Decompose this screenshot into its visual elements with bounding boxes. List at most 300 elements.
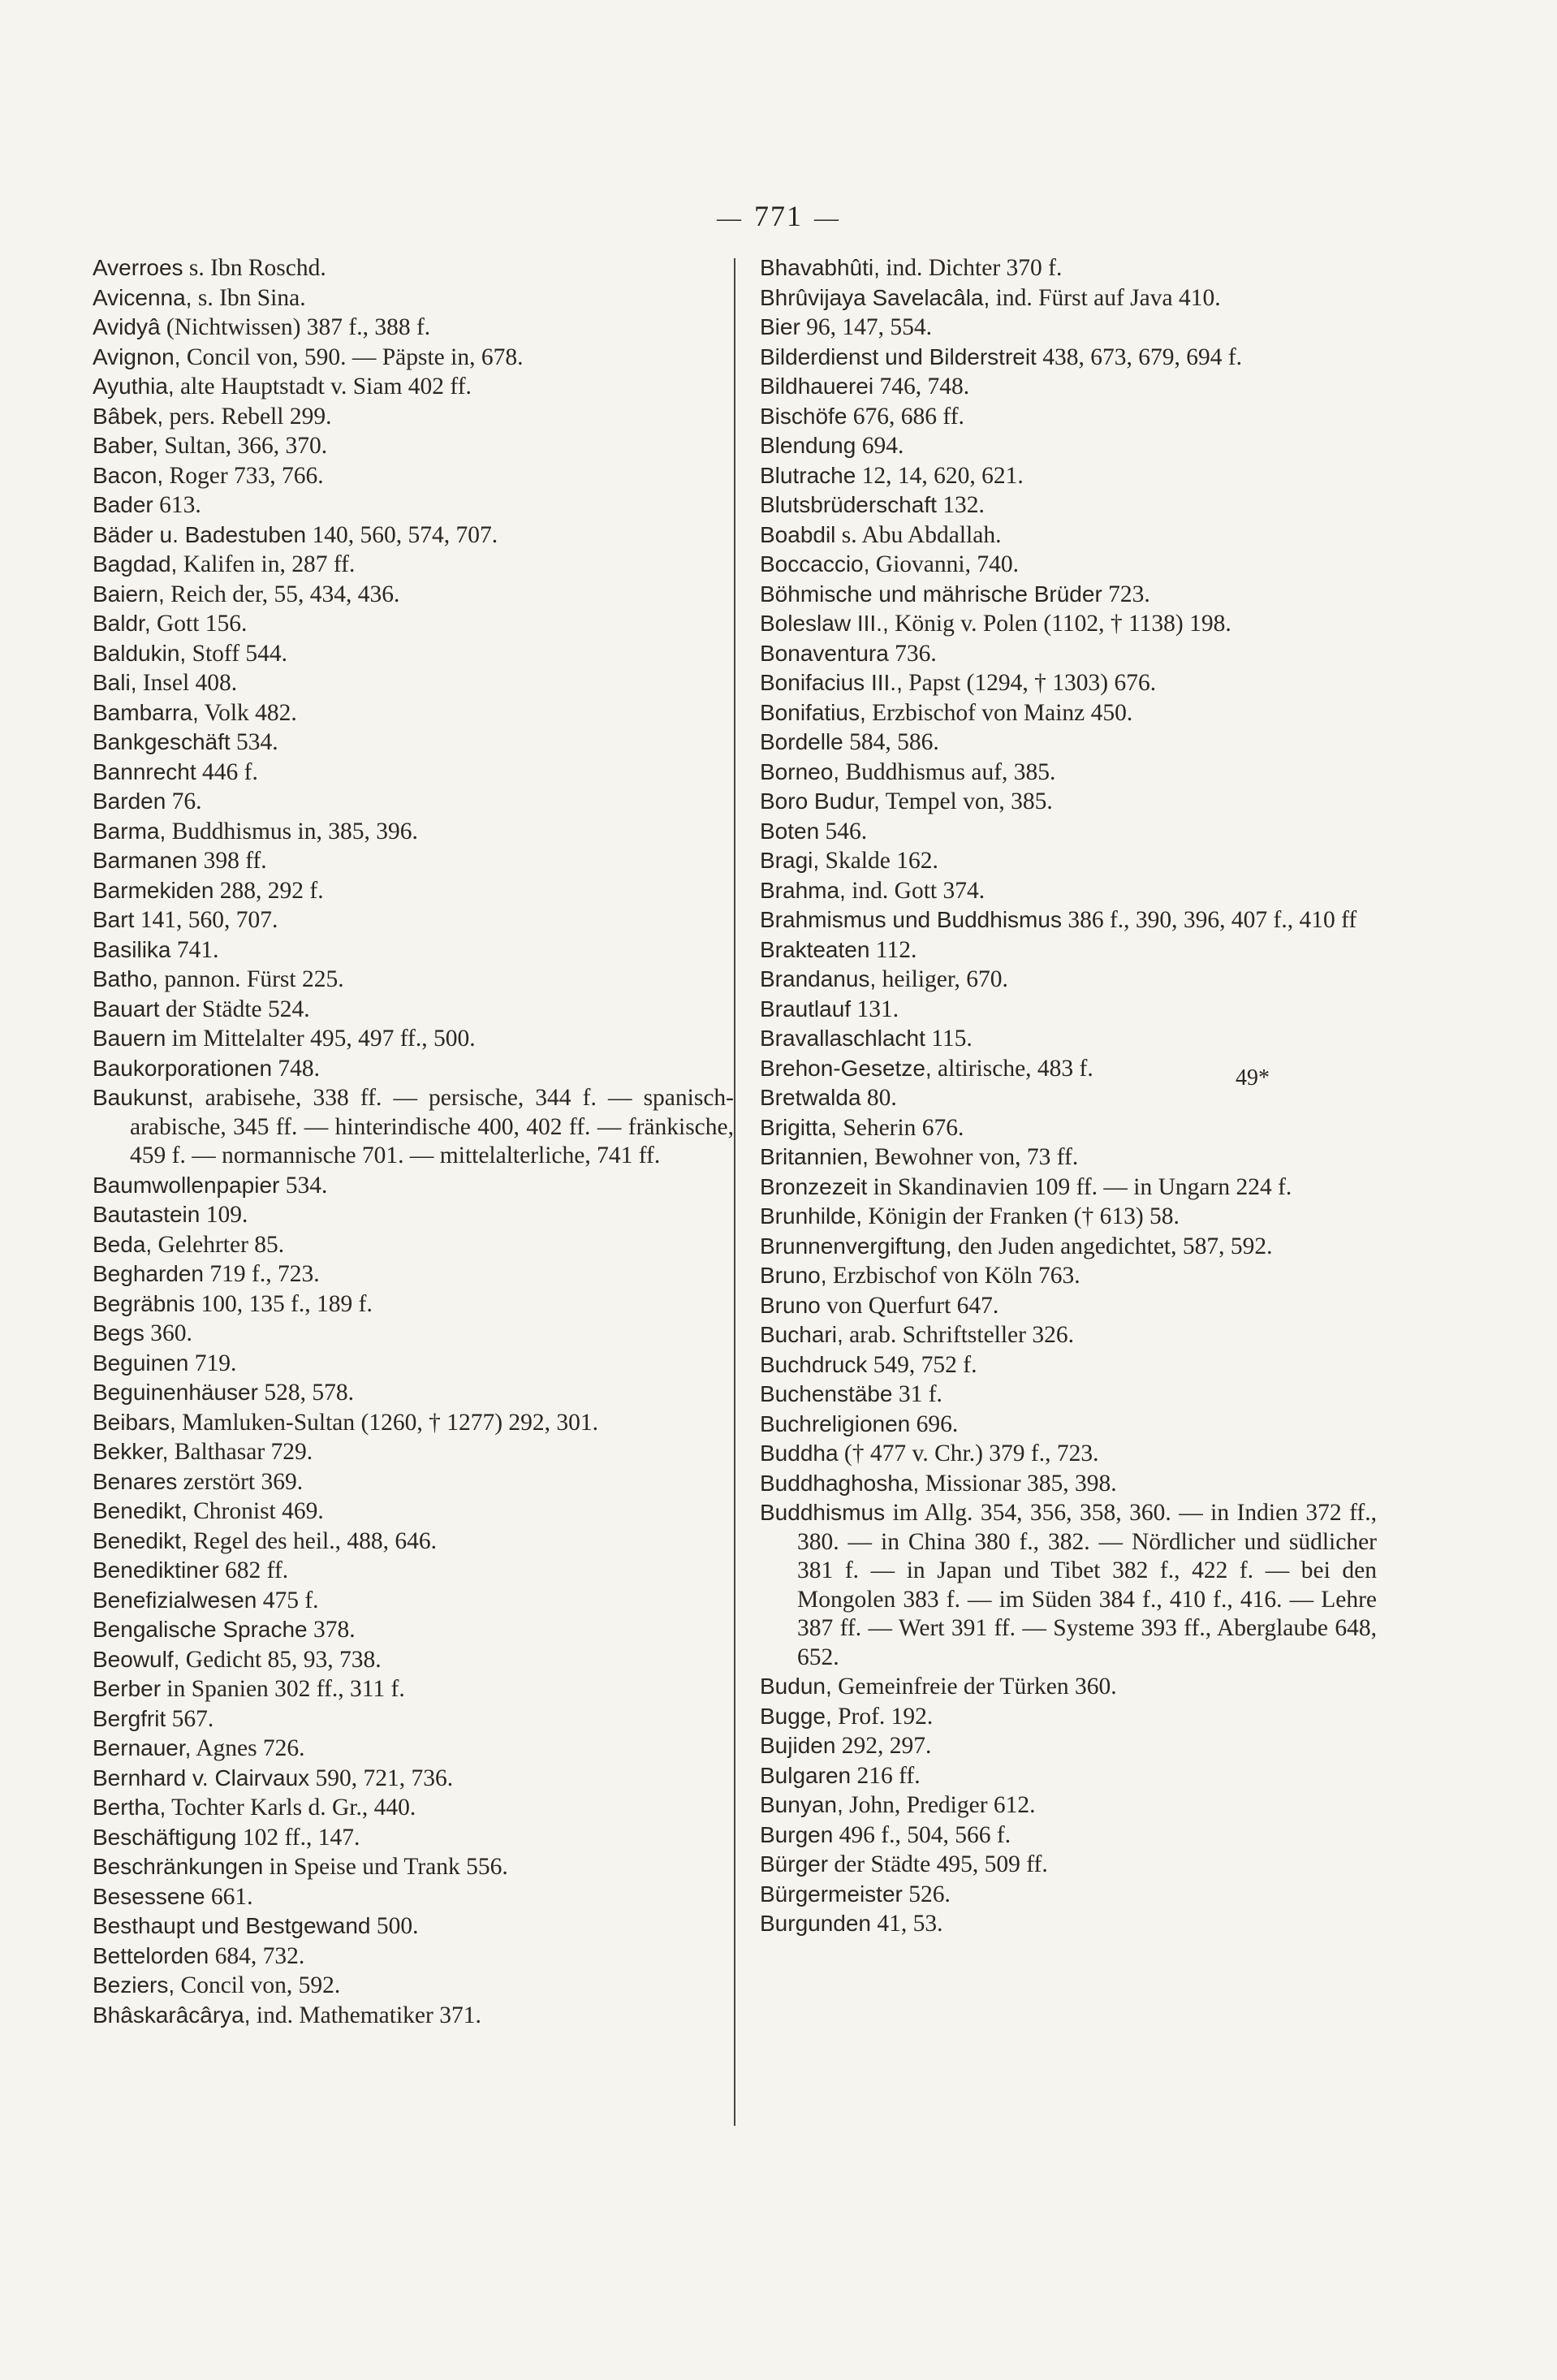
index-entry — [760, 995, 1377, 1025]
index-entry — [93, 1764, 734, 1794]
index-entry-references: 719. — [194, 1350, 237, 1376]
index-entry-references: der Städte 524. — [165, 996, 310, 1022]
index-entry — [760, 1731, 1377, 1761]
index-entry-head: Brunnenvergiftung, — [760, 1233, 952, 1259]
index-entry — [93, 1408, 734, 1438]
index-entry-references: der Städte 495, 509 ff. — [834, 1851, 1048, 1877]
index-entry-head: Bernhard v. Clairvaux — [93, 1764, 310, 1790]
index-entry — [93, 1704, 734, 1734]
index-entry — [93, 995, 734, 1025]
index-entry — [93, 1024, 734, 1054]
index-entry — [93, 758, 734, 788]
index-entry — [93, 490, 734, 520]
index-entry-references: Concil von, 592. — [180, 1972, 341, 1998]
index-entry-head: Bhâskarâcârya, — [93, 2002, 251, 2028]
column-divider — [734, 258, 735, 2126]
index-entry — [760, 1350, 1377, 1380]
index-entry-references: 676, 686 ff. — [852, 403, 964, 430]
index-entry-head: Bäder u. Badestuben — [93, 521, 307, 547]
index-entry-references: (Nichtwissen) 387 f., 388 f. — [166, 314, 431, 340]
index-entry-references: Missionar 385, 398. — [925, 1470, 1117, 1497]
index-entry-head: Burgen — [760, 1821, 834, 1847]
index-entry — [760, 668, 1377, 698]
index-entry-head: Bautastein — [93, 1202, 201, 1227]
index-entry-head: Boleslaw III., — [760, 611, 889, 636]
index-entry-head: Brahmismus und Buddhismus — [760, 907, 1062, 932]
index-entry-references: 96, 147, 554. — [806, 314, 933, 340]
index-entry-references: 661. — [210, 1883, 253, 1910]
index-entry — [760, 402, 1377, 432]
index-entry — [93, 1378, 734, 1408]
sheet-signature: 49* — [1236, 1065, 1270, 1091]
index-entry-head: Bonaventura — [760, 640, 889, 666]
index-entry — [760, 283, 1377, 313]
index-entry-references: 31 f. — [898, 1381, 942, 1407]
index-entry-references: 140, 560, 574, 707. — [312, 521, 498, 548]
index-entry-head: Bambarra, — [93, 699, 199, 725]
index-entry-references: 546. — [825, 818, 868, 844]
index-entry-references: 736. — [895, 640, 937, 667]
index-entry-head: Bravallaschlacht — [760, 1026, 925, 1051]
index-entry-references: Giovanni, 740. — [875, 551, 1019, 577]
index-entry-head: Benedikt, — [93, 1498, 188, 1523]
index-entry-head: Ayuthia, — [93, 374, 175, 399]
index-entry-head: Bekker, — [93, 1439, 169, 1464]
index-entry-references: Concil von, 590. — Päpste in, 678. — [186, 343, 524, 370]
index-entry — [760, 1291, 1377, 1321]
index-entry-references: Buddhismus in, 385, 396. — [171, 818, 418, 844]
index-entry-references: Gemeinfreie der Türken 360. — [838, 1674, 1117, 1700]
index-entry-references: alte Hauptstadt v. Siam 402 ff. — [180, 374, 472, 400]
index-entry-head: Baber, — [93, 433, 158, 458]
index-entry — [760, 639, 1377, 669]
index-entry-head: Bulgaren — [760, 1762, 852, 1788]
index-entry — [760, 372, 1377, 402]
index-entry-head: Bischöfe — [760, 403, 848, 429]
index-entry-references: 100, 135 f., 189 f. — [201, 1290, 373, 1317]
index-entry — [93, 1319, 734, 1349]
index-entry-references: heiliger, 670. — [882, 966, 1008, 992]
index-entry — [93, 253, 734, 283]
index-entry-references: 112. — [875, 936, 917, 963]
index-entry — [93, 520, 734, 551]
index-entry-references: ind. Gott 374. — [852, 877, 986, 904]
index-entry — [93, 1852, 734, 1882]
index-entry — [93, 1793, 734, 1823]
index-entry — [760, 520, 1377, 551]
index-entry-head: Benares — [93, 1468, 178, 1494]
index-entry — [760, 728, 1377, 758]
index-entry-references: 500. — [376, 1913, 419, 1939]
index-entry-head: Baumwollenpapier — [93, 1172, 280, 1198]
index-entry-head: Bertha, — [93, 1795, 166, 1820]
index-entry — [760, 461, 1377, 491]
index-entry-head: Bugge, — [760, 1703, 832, 1729]
index-entry — [93, 1823, 734, 1853]
index-entry — [93, 2001, 734, 2031]
index-entry-references: 534. — [236, 729, 278, 755]
index-entry-head: Basilika — [93, 936, 171, 962]
index-entry — [760, 1880, 1377, 1910]
index-entry-references: 76. — [171, 788, 202, 814]
index-entry — [760, 905, 1377, 935]
index-entry-head: Bengalische Sprache — [93, 1617, 308, 1642]
index-entry — [93, 1556, 734, 1586]
index-entry-head: Boccaccio, — [760, 551, 870, 577]
index-entry-references: arab. Schriftsteller 326. — [849, 1322, 1074, 1348]
index-entry — [93, 698, 734, 728]
index-entry — [760, 1498, 1377, 1672]
index-entry — [760, 431, 1377, 461]
index-entry — [93, 1734, 734, 1764]
index-entry-references: s. Ibn Sina. — [197, 284, 306, 311]
index-entry — [760, 580, 1377, 610]
index-entry-references: Stoff 544. — [192, 640, 288, 667]
index-entry-head: Bacon, — [93, 462, 164, 488]
index-entry-references: Seherin 676. — [843, 1114, 964, 1141]
index-entry-references: ind. Dichter 370 f. — [886, 255, 1063, 281]
index-entry-head: Beziers, — [93, 1972, 175, 1998]
index-entry-head: Beschränkungen — [93, 1854, 264, 1879]
index-entry-references: 526. — [908, 1881, 951, 1907]
index-entry — [93, 1259, 734, 1289]
index-entry-references: Bewohner von, 73 ff. — [874, 1144, 1079, 1170]
index-entry — [760, 1821, 1377, 1851]
index-entry — [93, 1437, 734, 1467]
index-entry-head: Bragi, — [760, 848, 820, 873]
index-entry — [93, 728, 734, 758]
index-entry-references: 398 ff. — [203, 848, 267, 874]
index-entry-references: 748. — [278, 1055, 321, 1082]
index-entry-head: Bhavabhûti, — [760, 255, 880, 280]
index-entry-references: ind. Fürst auf Java 410. — [995, 284, 1221, 311]
index-entry-head: Bettelorden — [93, 1942, 209, 1968]
index-entry — [760, 1173, 1377, 1203]
index-entry — [760, 1469, 1377, 1499]
index-entry — [93, 1971, 734, 2001]
index-entry — [93, 1289, 734, 1320]
index-entry-references: 694. — [861, 433, 904, 459]
index-entry — [93, 639, 734, 669]
index-entry-references: 216 ff. — [856, 1762, 921, 1789]
index-entry-head: Avidyâ — [93, 314, 161, 339]
index-entry-references: 475 f. — [262, 1587, 319, 1613]
index-entry — [93, 313, 734, 343]
index-entry-references: in Spanien 302 ff., 311 f. — [166, 1676, 405, 1702]
index-column-right — [760, 253, 1377, 1939]
index-entry-references: Gedicht 85, 93, 738. — [185, 1646, 382, 1673]
index-entry-references: Reich der, 55, 434, 436. — [170, 581, 400, 607]
index-entry — [93, 965, 734, 995]
index-entry-head: Böhmische und mährische Brüder — [760, 581, 1102, 607]
index-entry — [93, 580, 734, 610]
index-entry-head: Bürgermeister — [760, 1881, 903, 1907]
index-entry-head: Bergfrit — [93, 1705, 166, 1731]
index-entry-references: 41, 53. — [877, 1911, 943, 1937]
index-entry-references: zerstört 369. — [183, 1468, 304, 1495]
index-entry-head: Bunyan, — [760, 1792, 843, 1817]
index-entry-head: Besessene — [93, 1883, 205, 1909]
index-entry-references: Roger 733, 766. — [169, 462, 324, 489]
index-entry-head: Avicenna, — [93, 284, 192, 310]
index-entry-references: 584, 586. — [849, 729, 939, 755]
page-number-value: 771 — [754, 200, 803, 232]
index-entry — [760, 1439, 1377, 1469]
index-entry-head: Beschäftigung — [93, 1824, 237, 1850]
index-entry-head: Bordelle — [760, 729, 843, 754]
index-entry-head: Buchari, — [760, 1322, 843, 1347]
index-entry-head: Buchenstäbe — [760, 1381, 893, 1406]
index-entry-head: Burgunden — [760, 1911, 872, 1936]
index-entry-references: Regel des heil., 488, 646. — [193, 1527, 437, 1554]
index-entry-head: Brautlauf — [760, 996, 852, 1022]
index-entry-head: Baldr, — [93, 611, 151, 636]
index-entry — [93, 876, 734, 906]
index-entry — [760, 846, 1377, 876]
index-entry-references: John, Prediger 612. — [849, 1792, 1036, 1818]
index-entry-references: Sultan, 366, 370. — [164, 433, 328, 459]
index-entry-head: Berber — [93, 1676, 162, 1701]
index-entry-references: Erzbischof von Köln 763. — [832, 1263, 1080, 1289]
index-entry — [93, 343, 734, 373]
index-entry-head: Blutsbrüderschaft — [760, 492, 937, 517]
index-entry-head: Bader — [93, 492, 153, 517]
index-entry-head: Baukorporationen — [93, 1055, 273, 1081]
index-entry — [93, 935, 734, 965]
index-entry-references: Prof. 192. — [838, 1703, 934, 1730]
index-entry-references: altirische, 483 f. — [938, 1055, 1093, 1082]
index-entry — [760, 1142, 1377, 1173]
index-entry — [93, 1527, 734, 1557]
index-entry-head: Blendung — [760, 433, 856, 458]
index-entry — [93, 1349, 734, 1379]
index-entry — [93, 431, 734, 461]
index-entry-head: Bernauer, — [93, 1735, 192, 1760]
index-entry-head: Boten — [760, 818, 820, 844]
index-entry-head: Besthaupt und Bestgewand — [93, 1913, 371, 1938]
index-entry-head: Beowulf, — [93, 1646, 180, 1672]
index-entry-references: Buddhismus auf, 385. — [845, 758, 1056, 785]
index-entry — [93, 1083, 734, 1171]
index-entry-references: 723. — [1108, 581, 1150, 607]
index-entry — [93, 905, 734, 935]
index-entry-head: Blutrache — [760, 462, 856, 488]
index-entry — [760, 313, 1377, 343]
index-entry-references: König v. Polen (1102, † 1138) 198. — [895, 611, 1231, 637]
index-entry — [93, 1911, 734, 1942]
index-entry-references: im Allg. 354, 356, 358, 360. — in Indien 372 ff., 380. — in China 380 f., 382. — Nördlicher und südlicher 381 f. — in Japan und Tibet 382 f., 422 f. — bei den Mongolen 383 f. — im Süden 384 f., 410 f., 416. — Lehre 387 ff. — Wert 391 ff. — Systeme 393 ff., Aberglaube 648, 652. — [797, 1500, 1377, 1670]
index-entry-head: Buddhaghosha, — [760, 1470, 920, 1496]
index-entry — [93, 1467, 734, 1497]
index-entry — [760, 758, 1377, 788]
index-entry-references: 741. — [176, 936, 219, 963]
index-entry — [93, 817, 734, 847]
index-entry-head: Barden — [93, 788, 166, 814]
index-entry — [760, 1261, 1377, 1291]
index-entry — [760, 1054, 1377, 1084]
index-entry-head: Beda, — [93, 1231, 153, 1257]
index-entry-references: Mamluken-Sultan (1260, † 1277) 292, 301. — [182, 1409, 599, 1436]
index-entry-references: Balthasar 729. — [174, 1439, 313, 1465]
index-entry-references: 80. — [866, 1085, 897, 1111]
index-entry-references: Agnes 726. — [196, 1735, 305, 1761]
index-entry — [760, 1909, 1377, 1939]
index-entry-head: Buddhismus — [760, 1500, 886, 1525]
index-entry — [760, 787, 1377, 817]
index-entry-head: Bonifacius III., — [760, 670, 903, 695]
index-entry-references: 590, 721, 736. — [315, 1764, 454, 1791]
index-entry — [760, 1761, 1377, 1791]
index-entry-head: Averroes — [93, 255, 183, 280]
index-entry — [760, 1672, 1377, 1702]
index-entry-references: 549, 752 f. — [873, 1351, 977, 1378]
index-entry-references: Chronist 469. — [193, 1498, 324, 1524]
index-entry — [760, 1024, 1377, 1054]
index-entry — [760, 965, 1377, 995]
index-entry-head: Bürger — [760, 1851, 829, 1877]
index-entry-references: Kalifen in, 287 ff. — [183, 551, 356, 577]
index-entry-references: pers. Rebell 299. — [169, 403, 332, 430]
index-entry — [760, 1083, 1377, 1113]
index-entry-references: 719 f., 723. — [209, 1261, 320, 1287]
index-entry — [93, 668, 734, 698]
index-entry-head: Bujiden — [760, 1733, 836, 1758]
index-entry-head: Begharden — [93, 1261, 205, 1286]
index-entry-references: 288, 292 f. — [219, 877, 324, 904]
index-entry-head: Bauern — [93, 1026, 166, 1051]
index-entry-head: Bretwalda — [760, 1085, 861, 1110]
index-entry-head: Barmanen — [93, 848, 198, 873]
index-entry-head: Bier — [760, 314, 800, 339]
index-entry-head: Budun, — [760, 1674, 832, 1699]
index-entry-references: 496 f., 504, 566 f. — [839, 1821, 1011, 1848]
index-entry-head: Buchreligionen — [760, 1410, 911, 1436]
index-entry-head: Bart — [93, 907, 135, 932]
index-entry — [760, 1410, 1377, 1440]
index-entry-head: Buchdruck — [760, 1351, 868, 1377]
index-entry-references: ind. Mathematiker 371. — [256, 2002, 481, 2028]
index-entry-references: 386 f., 390, 396, 407 f., 410 ff — [1067, 907, 1357, 933]
index-entry-head: Bildhauerei — [760, 374, 874, 399]
index-entry-references: pannon. Fürst 225. — [164, 966, 344, 992]
index-entry-head: Batho, — [93, 966, 158, 991]
index-entry-head: Borneo, — [760, 758, 840, 784]
index-entry — [760, 1202, 1377, 1232]
index-entry-head: Baukunst, — [93, 1085, 194, 1110]
index-entry-references: 528, 578. — [264, 1380, 354, 1406]
index-entry — [93, 1230, 734, 1260]
page-number — [0, 199, 1557, 233]
index-entry-references: († 477 v. Chr.) 379 f., 723. — [843, 1441, 1099, 1466]
index-entry-head: Bruno — [760, 1292, 821, 1318]
index-entry-head: Bannrecht — [93, 758, 196, 784]
index-entry-head: Beibars, — [93, 1409, 176, 1435]
index-entry — [93, 402, 734, 432]
index-entry — [93, 1882, 734, 1912]
index-entry-references: s. Ibn Roschd. — [188, 255, 326, 281]
index-entry-references: 292, 297. — [841, 1733, 932, 1759]
index-entry-references: Papst (1294, † 1303) 676. — [908, 670, 1157, 696]
index-entry — [760, 1702, 1377, 1732]
index-entry-head: Avignon, — [93, 343, 181, 369]
index-entry — [760, 490, 1377, 520]
index-entry-head: Bali, — [93, 670, 137, 695]
index-entry — [760, 1113, 1377, 1143]
index-entry — [93, 1615, 734, 1645]
index-entry-references: von Querfurt 647. — [826, 1292, 999, 1319]
index-entry-head: Beguinen — [93, 1350, 189, 1376]
index-entry-references: s. Abu Abdallah. — [841, 521, 1002, 548]
index-entry — [760, 1380, 1377, 1410]
index-column-left — [93, 253, 734, 2030]
index-entry-references: 109. — [205, 1202, 248, 1228]
index-entry-head: Boro Budur, — [760, 788, 880, 814]
index-entry-head: Bankgeschäft — [93, 729, 231, 754]
index-entry-references: Gelehrter 85. — [157, 1231, 285, 1258]
index-entry-references: 682 ff. — [225, 1557, 289, 1583]
index-entry-references: Gott 156. — [156, 611, 248, 637]
index-entry — [93, 1054, 734, 1084]
index-entry-head: Benefizialwesen — [93, 1587, 257, 1613]
index-entry — [93, 1645, 734, 1675]
index-entry-references: 746, 748. — [879, 374, 970, 400]
index-entry — [760, 876, 1377, 906]
index-entry-head: Boabdil — [760, 521, 836, 547]
index-entry-references: 684, 732. — [214, 1942, 305, 1969]
index-entry — [93, 461, 734, 491]
index-entry-references: 696. — [916, 1410, 959, 1437]
index-entry — [760, 1320, 1377, 1350]
index-entry — [760, 550, 1377, 580]
index-entry — [93, 550, 734, 580]
index-entry-head: Baiern, — [93, 581, 165, 607]
index-entry-head: Bhrûvijaya Savelacâla, — [760, 284, 990, 310]
index-entry-head: Benediktiner — [93, 1557, 219, 1583]
index-entry — [93, 1497, 734, 1527]
index-entry-head: Begräbnis — [93, 1290, 196, 1316]
index-entry-references: in Speise und Trank 556. — [269, 1854, 508, 1880]
index-entry-head: Bronzezeit — [760, 1173, 868, 1199]
index-entry — [760, 253, 1377, 283]
index-entry-head: Baldukin, — [93, 640, 187, 666]
index-entry-references: 378. — [313, 1617, 356, 1643]
index-entry-references: Volk 482. — [204, 699, 297, 726]
index-entry — [93, 283, 734, 313]
index-entry-references: Königin der Franken († 613) 58. — [868, 1203, 1180, 1229]
index-entry-head: Brehon-Gesetze, — [760, 1055, 932, 1081]
index-entry — [760, 343, 1377, 373]
index-entry-references: 438, 673, 679, 694 f. — [1042, 343, 1243, 370]
index-entry-references: 446 f. — [202, 758, 258, 785]
index-entry-references: Tempel von, 385. — [885, 788, 1053, 814]
index-entry-head: Brigitta, — [760, 1114, 837, 1140]
index-entry-references: 102 ff., 147. — [242, 1824, 360, 1851]
index-entry-head: Bilderdienst und Bilderstreit — [760, 343, 1037, 369]
index-entry-references: 360. — [150, 1320, 192, 1346]
index-entry-references: 12, 14, 620, 621. — [861, 462, 1024, 489]
index-entry-head: Barma, — [93, 818, 166, 844]
index-entry-references: 567. — [171, 1705, 214, 1732]
index-entry-head: Beguinenhäuser — [93, 1380, 258, 1405]
index-entry-head: Begs — [93, 1320, 144, 1345]
index-entry — [93, 787, 734, 817]
index-entry-references: den Juden angedichtet, 587, 592. — [957, 1233, 1273, 1259]
index-entry-references: 613. — [159, 492, 201, 518]
index-entry-head: Bâbek, — [93, 403, 164, 429]
index-entry-head: Brunhilde, — [760, 1203, 863, 1229]
index-entry-head: Bonifatius, — [760, 699, 866, 725]
index-entry — [760, 1850, 1377, 1880]
